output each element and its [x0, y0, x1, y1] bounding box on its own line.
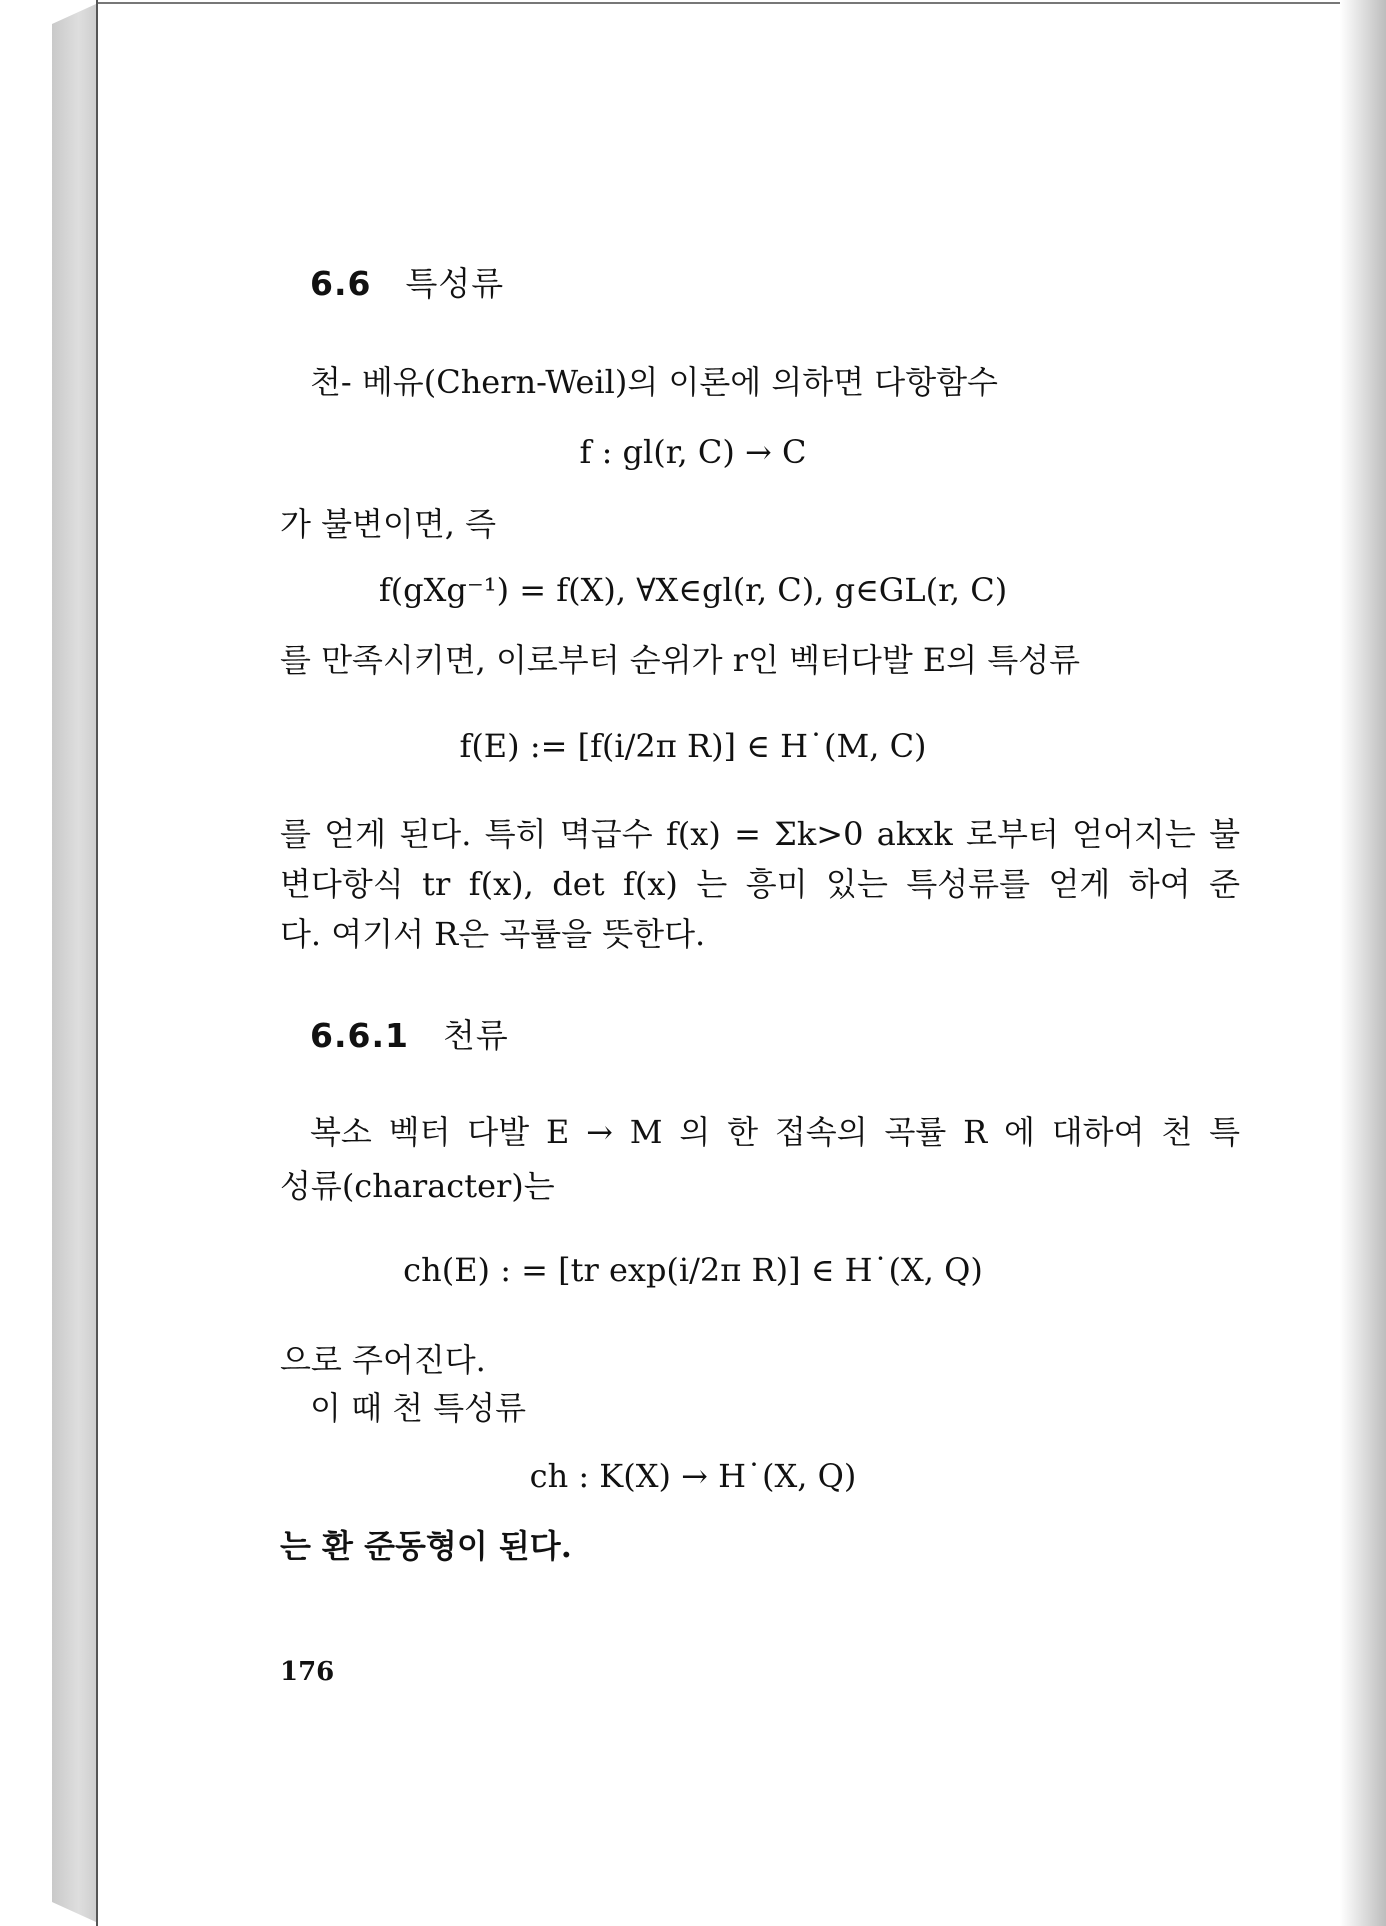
section-number: 6.6	[310, 264, 372, 303]
chern-line-3: 으로 주어진다.	[280, 1341, 486, 1379]
section-title: 특성류	[405, 264, 505, 303]
page-left-edge	[96, 0, 98, 1926]
chern-line-1: 복소 벡터 다발 E → M 의 한 접속의 곡률 R 에 대하여 천 특	[310, 1113, 1240, 1151]
formula-characteristic-class: f(E) := [f(i/2π R)] ∈ H˙(M, C)	[459, 727, 927, 765]
intro-paragraph-line-1: 를 얻게 된다. 특히 멱급수 f(x) = Σk>0 akxk 로부터 얻어지는 불	[280, 815, 1240, 853]
page-number: 176	[280, 1657, 335, 1687]
page-right-shadow	[1340, 0, 1386, 1926]
chern-line-5: 는 환 준동형이 된다.	[280, 1527, 572, 1565]
formula-chern-character: ch(E) : = [tr exp(i/2π R)] ∈ H˙(X, Q)	[403, 1251, 983, 1289]
intro-line-1: 천- 베유(Chern-Weil)의 이론에 의하면 다항함수	[310, 363, 998, 401]
subsection-heading	[310, 1016, 509, 1056]
intro-paragraph-line-3: 다. 여기서 R은 곡률을 뜻한다.	[280, 915, 706, 953]
subsection-title: 천류	[442, 1016, 509, 1055]
book-spine	[52, 4, 96, 1922]
chern-line-2: 성류(character)는	[280, 1167, 555, 1205]
intro-paragraph-line-2: 변다항식 tr f(x), det f(x) 는 흥미 있는 특성류를 얻게 하여 준	[280, 865, 1240, 903]
formula-invariance: f(gXg⁻¹) = f(X), ∀X∈gl(r, C), g∈GL(r, C)	[378, 571, 1008, 609]
intro-line-3: 를 만족시키면, 이로부터 순위가 r인 벡터다발 E의 특성류	[280, 641, 1081, 679]
subsection-number: 6.6.1	[310, 1016, 409, 1055]
intro-line-2: 가 불변이면, 즉	[280, 505, 496, 543]
chern-line-4: 이 때 천 특성류	[310, 1389, 526, 1427]
formula-chern-map: ch : K(X) → H˙(X, Q)	[529, 1457, 857, 1495]
section-heading	[310, 264, 504, 304]
book-page	[98, 4, 1340, 1922]
formula-polynomial: f : gl(r, C) → C	[579, 433, 807, 471]
